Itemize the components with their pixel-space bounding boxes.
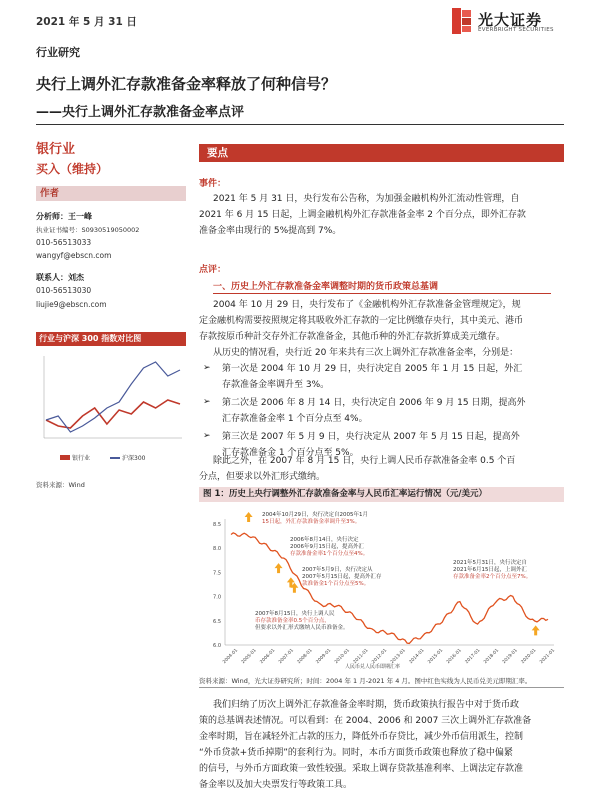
para2-line-1: 除此之外，在 2007 年 8 月 15 日，央行上调人民币存款准备金率 0.5 个百 xyxy=(213,456,516,466)
section-heading-1: 一、历史上外汇存款准备金率调整时期的货币政策总基调 xyxy=(213,282,439,292)
para1-line-3: 存款按原币种計交存外汇存款准备金，其他币种的外汇存款折算成美元缴存。 xyxy=(199,332,506,342)
figure-xtick-label: 2005-01 xyxy=(240,648,258,666)
figure-xtick-label: 2014-01 xyxy=(408,648,426,666)
figure-xtick-label: 2013-01 xyxy=(390,648,407,666)
event-label: 事件： xyxy=(199,179,227,189)
contact-phone: 010-56513030 xyxy=(36,286,92,295)
logo-text-cn: 光大证券 xyxy=(478,11,543,29)
logo-text-en: EVERBRIGHT SECURITIES xyxy=(478,27,554,33)
para3-line-6: 备金率以及加大央票发行等政策工具。 xyxy=(199,780,353,790)
section-head-keypoints: 要点 xyxy=(199,144,564,162)
contact-email[interactable]: liujie9@ebscn.com xyxy=(36,300,107,309)
figure-title: 图 1：历史上央行调整外汇存款准备金率与人民币汇率运行情况（元/美元） xyxy=(199,487,564,502)
rating-label: 买入（维持） xyxy=(36,162,109,176)
figure-xtick-label: 2007-01 xyxy=(278,648,296,666)
para2-line-2: 分点，但要求以外汇形式缴纳。 xyxy=(199,472,326,482)
para3-line-5: 的信号，与外币方面政策一致性较强。采取上调存贷款基准利率、上调法定存款准 xyxy=(199,764,524,774)
title-divider xyxy=(36,124,564,125)
event-line-1: 2021 年 5 月 31 日，央行发布公告称，为加强金融机构外汇流动性管理，自 xyxy=(213,194,520,204)
bullet-2-line-1: 第二次是 2006 年 8 月 14 日，央行决定自 2006 年 9 月 15 日期，提高外 xyxy=(222,398,526,408)
bullet-1-line-2: 存款准备金率调升至 3%。 xyxy=(222,380,330,390)
figure-xlabel: 人民币兑人民币即期汇率 xyxy=(345,664,401,670)
legend-label-bank: 银行业 xyxy=(72,455,91,462)
para1-line-1: 2004 年 10 月 29 日，央行发布了《金融机构外汇存款准备金管理规定》，规 xyxy=(213,300,521,310)
event-arrow-2006 xyxy=(275,563,283,573)
report-subtitle: ——央行上调外汇存款准备金率点评 xyxy=(36,105,245,120)
bullet-1-line-1: 第一次是 2004 年 10 月 29 日，央行决定自 2005 年 1 月 15 日起，外汇 xyxy=(222,364,523,374)
sidebar-series-0 xyxy=(46,400,180,428)
sidebar-chart xyxy=(36,348,186,453)
para1-line-4: 从历史的情况看，央行近 20 年来共有三次上调外汇存款准备金率，分别是： xyxy=(213,348,519,358)
figure-divider xyxy=(199,687,564,688)
figure-xtick-label: 2006-01 xyxy=(259,648,277,666)
para3-line-2: 策的总基调表述情况。可以看到：在 2004、2006 和 2007 三次上调外汇存款准备 xyxy=(199,716,532,726)
event-line-3: 准备金率由现行的 5%提高到 7%。 xyxy=(199,226,342,236)
para3-line-3: 金率时期，旨在减轻外汇占款的压力，降低外币存贷比，减少外币信用派生，控制 xyxy=(199,732,524,742)
bullet-3-line-2: 汇存款准备金 1 个百分点至 5%。 xyxy=(222,448,359,458)
figure-ytick-label: 7.5 xyxy=(213,570,221,577)
para1-line-2: 定金融机构需要按照规定将其吸收外汇存款的一定比例缴存央行，其中美元、港币 xyxy=(199,316,524,326)
figure-xtick-label: 2018-01 xyxy=(483,648,501,666)
figure-xtick-label: 2017-01 xyxy=(464,648,482,666)
bullet-arrow-icon: ➢ xyxy=(203,363,211,373)
report-type: 行业研究 xyxy=(36,46,80,59)
figure-ytick-label: 6.5 xyxy=(213,618,221,625)
figure-ytick-label: 8.0 xyxy=(213,546,221,553)
figure-ytick-label: 8.5 xyxy=(213,521,221,528)
sidebar-chart-title: 行业与沪深 300 指数对比图 xyxy=(36,332,186,346)
figure-ytick-label: 7.0 xyxy=(213,594,221,601)
figure-annotation-4: 2007年8月15日，央行上调人民 币存款准备金率0.5个百分点， 但要求以外汇形式缴纳人民币准备金。 xyxy=(255,611,349,631)
report-date: 2021 年 5 月 31 日 xyxy=(36,16,137,28)
figure-annotation-3: 2007年5月9日，央行决定从 2007年5月15日起，提高外汇存 款准备金1个百分点至5%。 xyxy=(302,567,382,587)
heading-underline xyxy=(213,293,551,294)
contact-name: 联系人：刘杰 xyxy=(36,273,84,282)
figure-xtick-label: 2011-01 xyxy=(352,648,370,666)
sidebar-series-1 xyxy=(46,362,180,432)
analyst-name: 分析师：王一峰 xyxy=(36,212,92,221)
author-tag: 作者 xyxy=(36,186,186,201)
figure-annotation-1: 2004年10月29日，央行决定自2005年1月 15日起，外汇存款准备金率调升至3%。 xyxy=(262,512,368,525)
bullet-2-line-2: 汇存款准备金率 1 个百分点至 4%。 xyxy=(222,414,368,424)
figure-annotation-5: 2021年5月31日，央行决定自 2021年6月15日起，上调外汇 存款准备金率2个百分点至7%。 xyxy=(453,560,532,580)
figure-xtick-label: 2019-01 xyxy=(501,648,519,666)
figure-xtick-label: 2015-01 xyxy=(427,648,445,666)
sector-name: 银行业 xyxy=(36,142,76,157)
legend-swatch-hs300 xyxy=(110,457,120,459)
figure-xtick-label: 2010-01 xyxy=(334,648,351,666)
figure-ytick-label: 6.0 xyxy=(213,643,221,649)
figure-annotation-2: 2006年8月14日，央行决定 2006年9月15日起，提高外汇 存款准备金率1个百分点至4%。 xyxy=(290,537,369,557)
figure-xtick-label: 2008-01 xyxy=(296,648,314,666)
figure-xtick-label: 2021-01 xyxy=(539,648,557,666)
report-title: 央行上调外汇存款准备金率释放了何种信号？ xyxy=(36,75,337,93)
event-arrow-2005 xyxy=(245,512,253,522)
figure-xtick-label: 2009-01 xyxy=(315,648,333,666)
bullet-arrow-icon: ➢ xyxy=(203,431,211,441)
analyst-phone: 010-56513033 xyxy=(36,238,92,247)
legend-label-hs300: 沪深300 xyxy=(122,455,146,462)
bullet-3-line-1: 第三次是 2007 年 5 月 9 日，央行决定从 2007 年 5 月 15 日起，提高外 xyxy=(222,432,520,442)
sidebar-chart-source: 资料来源：Wind xyxy=(36,481,85,489)
figure-xtick-label: 2004-01 xyxy=(222,648,240,666)
bullet-arrow-icon: ➢ xyxy=(203,397,211,407)
legend-swatch-bank xyxy=(60,455,70,460)
event-line-2: 2021 年 6 月 15 日起，上调金融机构外汇存款准备金率 2 个百分点，即外汇存款 xyxy=(199,210,526,220)
para3-line-4: “外币贷款+货币掉期”的套利行为。同时，本币方面货币政策也释放了稳中偏紧 xyxy=(199,748,513,758)
comment-label: 点评： xyxy=(199,265,227,275)
para3-line-1: 我们归纳了历次上调外汇存款准备金率时期，货币政策执行报告中对于货币政 xyxy=(213,700,520,710)
figure-xtick-label: 2020-01 xyxy=(520,648,538,666)
figure-xtick-label: 2016-01 xyxy=(445,648,463,666)
figure-chart xyxy=(199,505,564,675)
figure-source: 资料来源：Wind，光大证券研究所；时间：2004 年 1 月-2021 年 4 月。图中红色实线为人民币兑美元即期汇率。 xyxy=(199,677,532,685)
analyst-email[interactable]: wangyf@ebscn.com xyxy=(36,251,112,260)
figure-xtick-label: 2012-01 xyxy=(371,648,389,666)
everbright-logo-icon xyxy=(452,8,472,34)
analyst-license: 执业证书编号：S0930519050002 xyxy=(36,226,140,234)
event-arrow-2021 xyxy=(532,625,540,635)
